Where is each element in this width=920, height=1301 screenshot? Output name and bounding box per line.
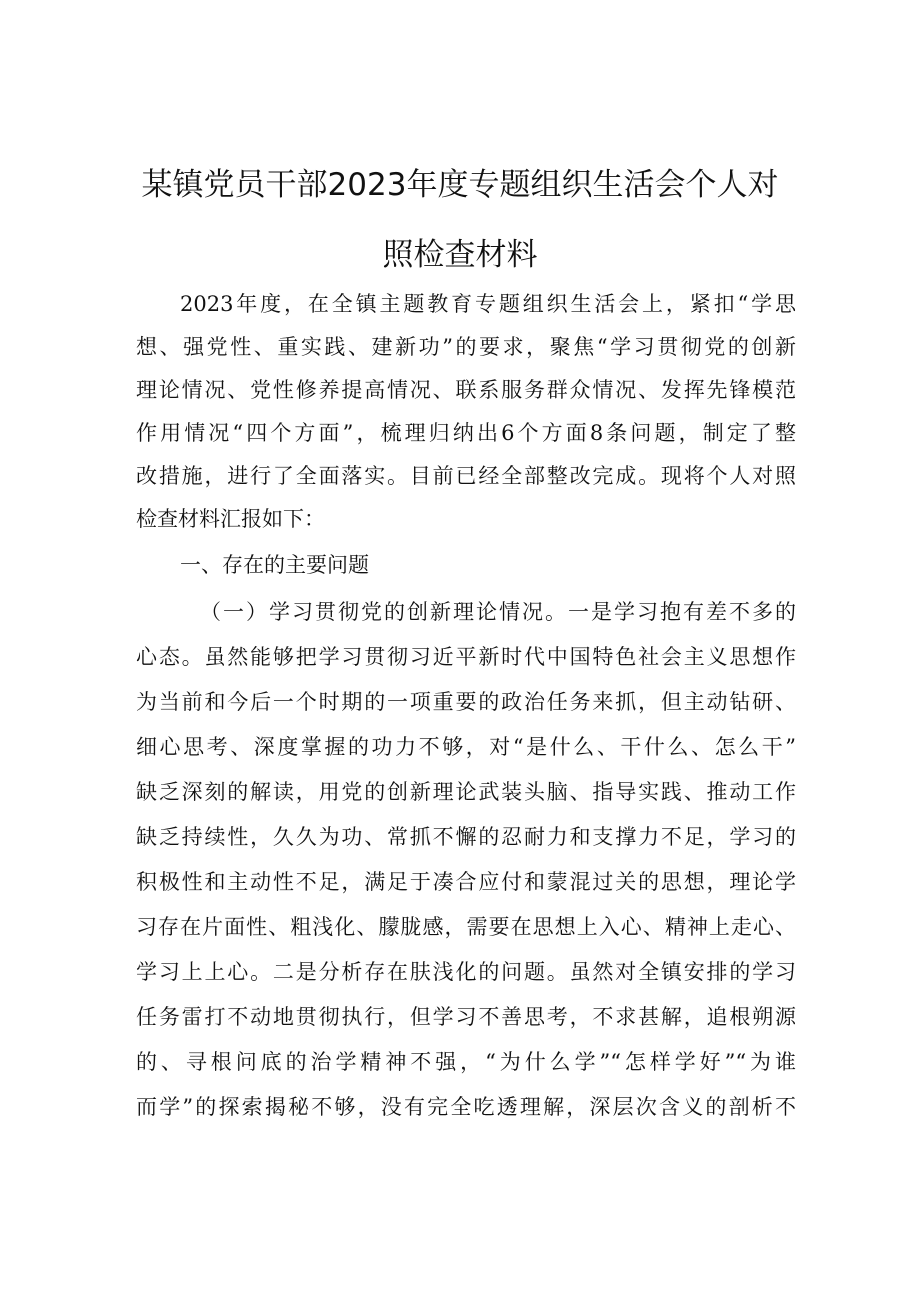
body-line: 习存在片面性、粗浅化、朦胧感，需要在思想上入心、精神上走心、	[136, 915, 796, 939]
intro-line: 改措施，进行了全面落实。目前已经全部整改完成。现将个人对照	[136, 464, 796, 488]
body-line: 而学”的探索揭秘不够，没有完全吃透理解，深层次含义的剖析不	[136, 1095, 796, 1119]
intro-line: 想、强党性、重实践、建新功”的要求，聚焦“学习贯彻党的创新	[136, 335, 796, 359]
body-line: 缺乏持续性，久久为功、常抓不懈的忍耐力和支撑力不足，学习的	[136, 825, 796, 849]
body-line: 的、寻根问底的治学精神不强，“为什么学”“怎样学好”“为谁	[136, 1050, 796, 1074]
document-title-line-2: 照检查材料	[382, 237, 538, 273]
intro-line: 检查材料汇报如下：	[136, 507, 325, 531]
body-line: 缺乏深刻的解读，用党的创新理论武装头脑、指导实践、推动工作	[136, 780, 796, 804]
body-line: 积极性和主动性不足，满足于凑合应付和蒙混过关的思想，理论学	[136, 870, 796, 894]
body-line: （一）学习贯彻党的创新理论情况。一是学习抱有差不多的	[200, 600, 796, 624]
section-heading: 一、存在的主要问题	[180, 553, 369, 577]
body-line: 细心思考、深度掌握的功力不够，对“是什么、干什么、怎么干”	[136, 735, 796, 759]
intro-line: 2023年度，在全镇主题教育专题组织生活会上，紧扣“学思	[180, 292, 796, 316]
intro-line: 作用情况“四个方面”，梳理归纳出6个方面8条问题，制定了整	[136, 421, 796, 445]
body-line: 为当前和今后一个时期的一项重要的政治任务来抓，但主动钻研、	[136, 690, 796, 714]
body-line: 学习上上心。二是分析存在肤浅化的问题。虽然对全镇安排的学习	[136, 960, 796, 984]
body-line: 任务雷打不动地贯彻执行，但学习不善思考，不求甚解，追根朔源	[136, 1005, 796, 1029]
intro-line: 理论情况、党性修养提高情况、联系服务群众情况、发挥先锋模范	[136, 378, 796, 402]
document-title-line-1: 某镇党员干部2023年度专题组织生活会个人对	[141, 167, 779, 203]
body-line: 心态。虽然能够把学习贯彻习近平新时代中国特色社会主义思想作	[136, 645, 796, 669]
